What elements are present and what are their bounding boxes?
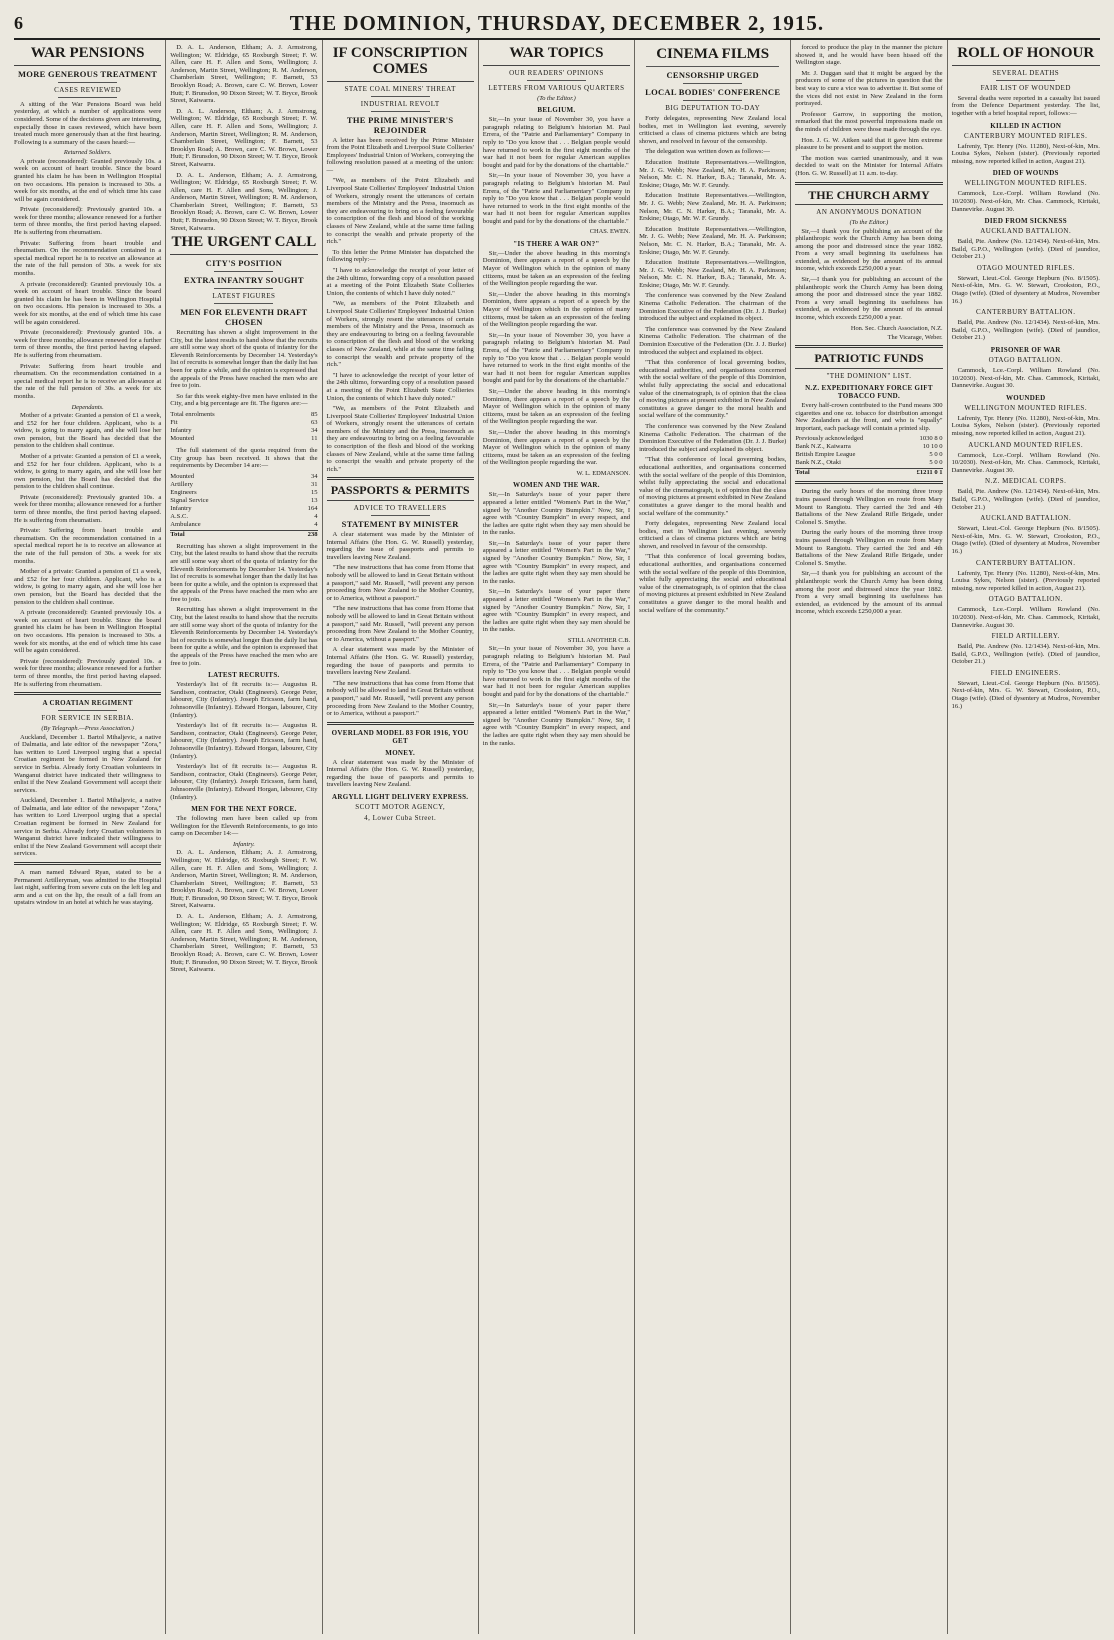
- paragraph: Private: Suffering from heart trouble and rheumatism. On the recommendation contained in a special medical report he is to receive an allowance at the rate of the full pension of 30s. a week for six months.: [14, 362, 162, 400]
- subhead: LATEST RECRUITS.: [208, 671, 280, 680]
- paragraph: Education Institute Representatives.—Wellington, Mr. J. G. Webb; New Zealand, Mr. H. A. Parkinson; Nelson, Mr. C. N. Harker, B.A.; Taranaki, Mr. A. Erskine; Otago, Mr. W. F. Grundy.: [639, 259, 787, 289]
- paragraph: Auckland, December 1. Bartol Mihaljevic, a native of Dalmatia, and late editor of the newspaper "Zora," has written to Lord Liverpool urging that a special Croatian regiment be formed in New Zealand for service in Serbia. Already forty Croatian volunteers in Wanganui district have indicated their willingness to enlist if the New Zealand Government will accept their services.: [14, 797, 162, 858]
- paragraph: Private (reconsidered): Previously granted 10s. a week for three months; allowance renewed for a further term of three months, the first period having elapsed. He is suffering from rheumatism.: [14, 206, 162, 237]
- paragraph: Sir,—In your issue of November 30, you have a paragraph relating to Belgium's historian M. Paul Errera, of the "Patrie and Parliamentary" Company in reply to "Do you know that . . . Belgian people would have returned to work in the first eight months of the war had it not been for regular American supplies bought and paid for by the donations of the charitable.": [482, 116, 631, 169]
- column-war-pensions: [10, 40, 166, 1634]
- unit-heading: WELLINGTON MOUNTED RIFLES.: [964, 403, 1088, 412]
- paragraph: A private (reconsidered): Granted previously 10s. a week on account of heart trouble. Since the board granted his claim he has been in Wellington Hospital on two occasions. His pension is increased to 30s. a week for six months, at the end of which time his case will be again considered.: [14, 609, 162, 655]
- unit-heading: AUCKLAND BATTALION.: [980, 514, 1072, 523]
- paragraph: The delegation was written down as follows:—: [645, 148, 770, 156]
- subhead: BELGIUM.: [537, 106, 576, 115]
- unit-heading: N.Z. MEDICAL CORPS.: [985, 477, 1067, 486]
- casualty-entry: Cammock, Lce.-Corpl. William Rowland (No. 10/2030). Next-of-kin, Mr. Chas. Cammock, Kiritaki, Dannevirke. August 30.: [951, 190, 1100, 213]
- subhead: CENSORSHIP URGED: [666, 70, 759, 80]
- headline-war-topics: WAR TOPICS: [483, 46, 630, 66]
- paragraph: The conference was convened by the New Zealand Kinema Catholic Federation. The chairman of the Dominion Executive of the Federation (Dr. J. J. Burke) introduced the subject and explained its object.: [639, 292, 787, 323]
- paragraph: Education Institute Representatives.—Wellington, Mr. J. G. Webb; New Zealand, Mr. H. A. Parkinson; Nelson, Mr. C. N. Harker, B.A.; Taranaki, Mr. A. Erskine; Otago, Mr. W. F. Grundy.: [639, 192, 787, 223]
- advertisement-heading: MONEY.: [385, 748, 416, 757]
- casualty-entry: Baild, Pte. Andrew (No. 12/1434). Next-of-kin, Mrs. Baild, G.P.O., Wellington (wife). (Died of jaundice, October 21.): [951, 319, 1100, 342]
- unit-heading: CANTERBURY BATTALION.: [975, 558, 1076, 567]
- casualty-entry: Stewart, Lieut.-Col. George Hepburn (No. 8/1505). Next-of-kin, Mrs. G. W. Stewart, Crookston, P.O., Otago (wife). (Died of dysentery at Mudros, November 16.): [951, 679, 1100, 710]
- table-row: Signal Service 13: [170, 496, 318, 504]
- paragraph: "We, as members of the Point Elizabeth and Liverpool State Collieries' Employees' Industrial Union of Workers, strongly resent the utterances of certain members of the Ministry and the Press, insomuch as they are endeavouring to bring on a feeling favourable to conscription of the flesh and blood of the working classes of New Zealand, while at the same time failing to conscript the wealth and private property of the rich.": [326, 177, 474, 246]
- paragraph: Yesterday's list of fit recruits is:— Augustus R. Sandison, contractor, Otaki (Engineers). George Peter, labourer, City (Infantry). Joseph Ericsson, farm hand, Johnsonville (Infantry). Edward Horgan, labourer, City (Infantry).: [170, 722, 318, 760]
- table-row: Mounted 34: [170, 472, 318, 480]
- paragraph: Sir,—Under the above heading in this morning's Dominion, there appears a report of a speech by the Mayor of Wellington which in the opinion of many citizens, must be taken as an expression of the feeling of the Wellington people regarding the war.: [482, 249, 631, 288]
- paragraph: "We, as members of the Point Elizabeth and Liverpool State Collieries' Employees' Industrial Union of Workers, strongly resent the utterances of certain members of the Ministry and the Press, insomuch as they are endeavouring to bring on a feeling favourable to conscription of the flesh and blood of the working classes of New Zealand, while at the same time failing to conscript the wealth and private property of the rich.": [326, 300, 474, 369]
- dateline: (By Telegraph.—Press Association.): [41, 725, 134, 733]
- subhead: EXTRA INFANTRY SOUGHT: [183, 275, 304, 285]
- paragraph: Recruiting has shown a slight improvement in the City, but the latest results to hand show that the recruits are still some way short of the quota of infantry for the Eleventh Reinforcements by December 14. Yesterday's list of recruits is somewhat longer than the daily list has been for quite a while, and the opinion is expressed that the appeals of the Press have reached the men who are free to join.: [170, 329, 318, 390]
- unit-heading: OTAGO MOUNTED RIFLES.: [976, 263, 1075, 272]
- paragraph: "I have to acknowledge the receipt of your letter of the 24th ultimo, forwarding copy of a resolution passed at a meeting of the Point Elizabeth State Collieries Union, the contents of which I have duly noted.": [326, 267, 474, 297]
- paragraph: To this letter the Prime Minister has dispatched the following reply:—: [326, 248, 474, 264]
- headline-roll-of-honour: ROLL OF HONOUR: [952, 46, 1100, 66]
- paragraph: A private (reconsidered): Granted previously 10s. a week on account of heart trouble. Since the board granted his claim he has been in Wellington Hospital on two occasions. His pension is increased to 30s. a week for six months, at the end of which time his case will be again considered.: [14, 280, 162, 326]
- paragraph: Education Institute Representatives.—Wellington, Mr. J. G. Webb; New Zealand, Mr. H. A. Parkinson; Nelson, Mr. C. N. Harker, B.A.; Taranaki, Mr. A. Erskine; Otago, Mr. W. F. Grundy.: [639, 225, 787, 256]
- table-row: Infantry 34: [170, 426, 318, 434]
- paragraph: During the early hours of the morning three troop trains passed through Wellington en route from Mary Mount to Rangiotu. They carried the 3rd and 4th Battalions of the New Zealand Rifle Brigade, under Colonel S. Smythe.: [795, 488, 943, 526]
- paragraph: D. A. L. Anderson, Eltham; A. J. Armstrong, Wellington; W. Eldridge, 65 Roxburgh Street; F. W. Allen, care H. F. Allen and Sons, Wellington; J. Anderson, Martin Street, Wellington; R. M. Anderson, Chamberlain Street, Wellington; F. Barnett, 53 Brooklyn Road; A. Brown, care C. W. Brown, Lower Hutt; F. Brunsdon, 90 Dixon Street; W. T. Bryce, Brook Street, Kaiwarra.: [170, 913, 318, 974]
- table-row: Mounted 11: [170, 434, 318, 442]
- paragraph: Sir,—In Saturday's issue of your paper there appeared a letter entitled "Women's Part in the War," signed by "Another Country Bumpkin." Now, Sir, I agree with "Country Bumpkin" in every respect, and the ladies are quite right when they say men should be in the ranks.: [482, 701, 631, 747]
- paragraph: The conference was convened by the New Zealand Kinema Catholic Federation. The chairman of the Dominion Executive of the Federation (Dr. J. J. Burke) introduced the subject and explained its object.: [639, 325, 787, 356]
- paragraph: Recruiting has shown a slight improvement in the City, but the latest results to hand show that the recruits are still some way short of the quota of infantry for the Eleventh Reinforcements by December 14. Yesterday's list of recruits is somewhat longer than the daily list has been for quite a while, and the opinion is expressed that the appeals of the Press have reached the men who are free to join.: [170, 606, 318, 667]
- paragraph: The conference was convened by the New Zealand Kinema Catholic Federation. The chairman of the Dominion Executive of the Federation (Dr. J. J. Burke) introduced the subject and explained its object.: [639, 422, 787, 453]
- paragraph: Education Institute Representatives.—Wellington, Mr. J. G. Webb; New Zealand, Mr. H. A. Parkinson; Nelson, Mr. C. N. Harker, B.A.; Taranaki, Mr. A. Erskine; Otago, Mr. W. F. Grundy.: [639, 158, 787, 189]
- table-row: A.S.C. 4: [170, 512, 318, 520]
- paragraph: Hon. J. G. W. Aitken said that it gave him extreme pleasure to be present and to support the motion.: [795, 136, 943, 152]
- paragraph: "I have to acknowledge the receipt of your letter of the 24th ultimo, forwarding copy of a resolution passed at a meeting of the Point Elizabeth State Collieries Union, the contents of which I have duly noted.": [326, 371, 474, 402]
- table-row: Bank N.Z., Kaiwarra 10 10 0: [795, 443, 943, 451]
- paragraph: Private (reconsidered): Previously granted 10s. a week for three months; allowance renewed for a further term of three months, the first period having elapsed. He is suffering from rheumatism.: [14, 493, 162, 524]
- subhead: FOR SERVICE IN SERBIA.: [41, 714, 134, 723]
- paragraph: Sir,—Under the above heading in this morning's Dominion, there appears a report of a speech by the Mayor of Wellington which in the opinion of many citizens, must be taken as an expression of the feeling of the Wellington people regarding the war.: [482, 290, 631, 329]
- casualty-entry: Baild, Pte. Andrew (No. 12/1434). Next-of-kin, Mrs. Baild, G.P.O., Wellington (wife). (Died of jaundice, October 21.): [951, 643, 1100, 666]
- paragraph: A sitting of the War Pensions Board was held yesterday, at which a number of applications were considered. Some of the decisions given are interesting, especially those in cases reviewed, which have been treated much more generously than at the first hearing. Following is a summary of the cases heard:—: [14, 100, 162, 146]
- signature: W. L. EDMANSON.: [576, 469, 631, 477]
- casualty-entry: Cammock, Lce.-Corpl. William Rowland (No. 10/2030). Next-of-kin, Mr. Chas. Cammock, Kiritaki, Dannevirke. August 30.: [951, 606, 1100, 629]
- enrolment-table: [170, 411, 317, 443]
- subhead: N.Z. EXPEDITIONARY FORCE GIFT TOBACCO FUND.: [805, 384, 933, 401]
- paragraph: Sir,—Under the above heading in this morning's Dominion, there appears a report of a speech by the Mayor of Wellington which in the opinion of many citizens, must be taken as an expression of the feeling of the Wellington people regarding the war.: [482, 387, 631, 426]
- paragraph: Yesterday's list of fit recruits is:— Augustus R. Sandison, contractor, Otaki (Engineers). George Peter, labourer, City (Infantry). Joseph Ericsson, farm hand, Johnsonville (Infantry). Edward Horgan, labourer, City (Infantry).: [170, 763, 318, 801]
- unit-heading: AUCKLAND BATTALION.: [980, 227, 1072, 236]
- subhead: DIED FROM SICKNESS: [984, 217, 1067, 226]
- subhead: WOMEN AND THE WAR.: [513, 481, 600, 490]
- paragraph: Private: Suffering from heart trouble and rheumatism. On the recommendation contained in a special medical report he is to receive an allowance at the rate of the full pension of 30s. a week for six months.: [14, 239, 162, 278]
- subhead: SEVERAL DEATHS: [992, 68, 1060, 77]
- paragraph: Sir,—Under the above heading in this morning's Dominion, there appears a report of a speech by the Mayor of Wellington which in the opinion of many citizens, must be taken as an expression of the feeling of the Wellington people regarding the war.: [482, 428, 631, 467]
- subhead: CASES REVIEWED: [54, 85, 122, 94]
- casualty-entry: Stewart, Lieut.-Col. George Hepburn (No. 8/1505). Next-of-kin, Mrs. G. W. Stewart, Crookston, P.O., Otago (wife). (Died of dysentery at Mudros, November 16.): [951, 274, 1100, 305]
- subhead: WOUNDED: [1006, 393, 1046, 402]
- subhead: LETTERS FROM VARIOUS QUARTERS: [488, 83, 625, 92]
- section-label: (To the Editor.): [849, 219, 889, 227]
- subhead: STATEMENT BY MINISTER: [341, 519, 459, 530]
- advertisement-heading: OVERLAND MODEL 83 FOR 1916, YOU GET: [331, 728, 469, 745]
- paragraph: The full statement of the quota required from the City group has been received. It shows that the requirements by December 14 are:—: [170, 446, 318, 470]
- casualty-entry: Baild, Pte. Andrew (No. 12/1434). Next-of-kin, Mrs. Baild, G.P.O., Wellington (wife). (Died of jaundice, October 21.): [951, 488, 1100, 511]
- casualty-entry: Cammock, Lce.-Corpl. William Rowland (No. 10/2030). Next-of-kin, Mr. Chas. Cammock, Kiritaki, Dannevirke. August 30.: [951, 367, 1100, 390]
- quota-table: [170, 473, 317, 539]
- casualty-entry: Cammock, Lce.-Corpl. William Rowland (No. 10/2030). Next-of-kin, Mr. Chas. Cammock, Kiritaki, Dannevirke. August 30.: [951, 451, 1100, 474]
- headline-cinema-films: CINEMA FILMS: [656, 46, 770, 62]
- paragraph: Professor Garrow, in supporting the motion, remarked that the most powerful impressions made on the minds of children were those made through the eye.: [795, 110, 943, 133]
- paragraph: Sir,—I thank you for publishing an account of the philanthropic work the Church Army has been doing among the poor and distressed since the year 1882. From a very small beginning its usefulness has extended, as evidenced by the amount of its annual income, which exceeds £250,000 a year.: [795, 570, 943, 616]
- unit-heading: FIELD ARTILLERY.: [991, 632, 1060, 641]
- advertisement-heading: ARGYLL LIGHT DELIVERY EXPRESS.: [331, 793, 469, 802]
- casualty-entry: Lafreniy, Tpr. Henry (No. 11280), Next-of-kin, Mrs. Louisa Sykes, Nelson (sister). (Previously reported missing, now reported killed in action, August 21).: [951, 569, 1100, 592]
- subhead: DIED OF WOUNDS: [992, 169, 1059, 178]
- subhead: "THE DOMINION" LIST.: [826, 372, 912, 381]
- paragraph: D. A. L. Anderson, Eltham; A. J. Armstrong, Wellington; W. Eldridge, 65 Roxburgh Street; F. W. Allen, care H. F. Allen and Sons, Wellington; J. Anderson, Martin Street, Wellington; R. M. Anderson, Chamberlain Street, Wellington; F. Barnett, 53 Brooklyn Road; A. Brown, care C. W. Brown, Lower Hutt; F. Brunsdon, 90 Dixon Street; W. T. Bryce, Brook Street, Kaiwarra.: [170, 44, 318, 105]
- table-row: Previously acknowledged 1030 8 0: [795, 435, 943, 443]
- section-label: Returned Soldiers.: [63, 149, 112, 157]
- subhead: CITY'S POSITION: [205, 258, 283, 268]
- paragraph: "That this conference of local governing bodies, educational authorities, and organisations concerned with the social welfare of the people of this Dominion, whilst fully appreciating the social and educational value of the cinematograph, is of opinion that the class of moving pictures at present exhibited in New Zealand constitutes a grave danger to the moral health and social welfare of the community.": [639, 553, 787, 614]
- headline-croatian-regiment: A CROATIAN REGIMENT: [42, 699, 133, 708]
- unit-heading: FIELD ENGINEERS.: [990, 668, 1061, 677]
- paragraph: A letter has been received by the Prime Minister from the Point Elizabeth and Liverpool State Collieries' Employees' Industrial Union of Workers, conveying the following resolution passed at a meeting of the union:—: [326, 136, 474, 174]
- page-number: 6: [14, 12, 23, 33]
- paragraph: "The new instructions that has come from Home that nobody will be allowed to land in Great Britain without a passport," said Mr. Russell, "will prevent any person proceeding from New Zealand to the Mother Country, or to America, without a passport.": [326, 679, 474, 718]
- subhead: "IS THERE A WAR ON?": [513, 239, 600, 248]
- subhead: FAIR LIST OF WOUNDED: [980, 83, 1071, 92]
- donation-table: [795, 435, 942, 477]
- advertiser-name: SCOTT MOTOR AGENCY,: [355, 803, 446, 812]
- paragraph: Mr. J. Duggan said that it might be argued by the producers of some of the pictures in question that the best way to cure a vice was to advertise it. But some of the vices did not exist in New Zealand in the form portrayed.: [795, 69, 943, 108]
- subhead: AN ANONYMOUS DONATION: [816, 208, 922, 217]
- paragraph: A man named Edward Ryan, stated to be a Permanent Artilleryman, was admitted to the Hospital last night, suffering from severe cuts on the left leg and arm and a cut on the lip, the result of a fall from an upstairs window in an hotel at which he was staying.: [14, 869, 162, 907]
- subhead: PRISONER OF WAR: [990, 346, 1061, 355]
- paragraph: D. A. L. Anderson, Eltham; A. J. Armstrong, Wellington; W. Eldridge, 65 Roxburgh Street; F. W. Allen, care H. F. Allen and Sons, Wellington; J. Anderson, Martin Street, Wellington; R. M. Anderson, Chamberlain Street, Wellington; F. Barnett, 53 Brooklyn Road; A. Brown, care C. W. Brown, Lower Hutt; F. Brunsdon, 90 Dixon Street; W. T. Bryce, Brook Street, Kaiwarra.: [170, 107, 318, 168]
- table-total-row: Total £1211 0 1: [795, 469, 943, 477]
- paragraph: Recruiting has shown a slight improvement in the City, but the latest results to hand show that the recruits are still some way short of the quota of infantry for the Eleventh Reinforcements by December 14. Yesterday's list of recruits is somewhat longer than the daily list has been for quite a while, and the opinion is expressed that the appeals of the Press have reached the men who are free to join.: [170, 542, 318, 603]
- unit-heading: AUCKLAND MOUNTED RIFLES.: [968, 440, 1084, 449]
- casualty-entry: Lafreniy, Tpr. Henry (No. 11280), Next-of-kin, Mrs. Louisa Sykes, Nelson (sister). (Previously reported missing, now reported killed in action, August 21).: [951, 142, 1100, 165]
- subhead: MEN FOR ELEVENTH DRAFT CHOSEN: [180, 307, 308, 327]
- table-row: Bank N.Z., Otaki 5 0 0: [795, 459, 943, 467]
- paragraph: Sir,—In your issue of November 30, you have a paragraph relating to Belgium's historian M. Paul Errera, of the "Patrie and Parliamentary" Company in reply to "Do you know that . . . Belgian people would have returned to work in the first eight months of the war had it not been for regular American supplies bought and paid for by the donations of the charitable.": [482, 172, 631, 225]
- column-war-topics: [479, 40, 635, 1634]
- paragraph: Private (reconsidered): Previously granted 10s. a week for three months; allowance renewed for a further term of three months, the first period having elapsed. He is suffering from rheumatism.: [14, 329, 162, 359]
- subhead: MORE GENEROUS TREATMENT: [17, 68, 158, 79]
- paragraph: Sir,—In Saturday's issue of your paper there appeared a letter entitled "Women's Part in the War," signed by "Another Country Bumpkin." Now, Sir, I agree with "Country Bumpkin" in every respect, and the ladies are quite right when they say men should be in the ranks.: [482, 539, 631, 585]
- table-row: British Empire League 5 0 0: [795, 451, 943, 459]
- column-church-army-patriotic: [791, 40, 947, 1634]
- section-label: (To the Editor.): [537, 94, 576, 102]
- paragraph: Yesterday's list of fit recruits is:— Augustus R. Sandison, contractor, Otaki (Engineers). George Peter, labourer, City (Infantry). Joseph Ericsson, farm hand, Johnsonville (Infantry). Edward Horgan, labourer, City (Infantry).: [170, 681, 318, 719]
- column-roll-of-honour: [948, 40, 1104, 1634]
- column-cinema-films: [635, 40, 791, 1634]
- paragraph: Sir,—I thank you for publishing an account of the philanthropic work the Church Army has been doing among the poor and distressed since the year 1882. From a very small beginning its usefulness has extended, as evidenced by the amount of its annual income, which exceeds £250,000 a year.: [795, 276, 943, 322]
- unit-heading: CANTERBURY MOUNTED RIFLES.: [964, 131, 1088, 140]
- signature: The Vicarage, Weber.: [887, 334, 943, 342]
- paragraph: "We, as members of the Point Elizabeth and Liverpool State Collieries' Employees' Industrial Union of Workers, strongly resent the utterances of certain members of the Ministry and the Press, insomuch as they are endeavouring to bring on a feeling favourable to conscription of the flesh and blood of the working classes of New Zealand, while at the same time failing to conscript the wealth and private property of the rich.": [326, 405, 474, 473]
- casualty-entry: Stewart, Lieut.-Col. George Hepburn (No. 8/1505). Next-of-kin, Mrs. G. W. Stewart, Crookston, P.O., Otago (wife). (Died of dysentery at Mudros, November 16.): [951, 525, 1100, 555]
- paragraph: Mother of a private: Granted a pension of £1 a week, and £52 for her four children. Applicant, who is a widow, is going to marry again, and she will lose her own pension, but the Board has decided that the pension to the children shall continue.: [14, 411, 162, 450]
- paragraph: "The new instructions that has come from Home that nobody will be allowed to land in Great Britain without a passport," said Mr. Russell, "will prevent any person proceeding from New Zealand to the Mother Country, or to America, without a passport.": [326, 564, 474, 602]
- signature: CHAS. EWEN.: [589, 228, 631, 236]
- headline-urgent-call: THE URGENT CALL: [170, 235, 317, 255]
- paragraph: A clear statement was made by the Minister of Internal Affairs (the Hon. G. W. Russell) yesterday, regarding the issue of passports and permits to travellers leaving New Zealand.: [326, 758, 474, 789]
- advertiser-address: 4, Lower Cuba Street.: [364, 814, 437, 823]
- subhead: OUR READERS' OPINIONS: [509, 68, 604, 77]
- paragraph: D. A. L. Anderson, Eltham; A. J. Armstrong, Wellington; W. Eldridge, 65 Roxburgh Street; F. W. Allen, care H. F. Allen and Sons, Wellington; J. Anderson, Martin Street, Wellington; R. M. Anderson, Chamberlain Street, Wellington; F. Barnett, 53 Brooklyn Road; A. Brown, care C. W. Brown, Lower Hutt; F. Brunsdon, 90 Dixon Street; W. T. Bryce, Brook Street, Kaiwarra.: [170, 849, 318, 910]
- paragraph: Forty delegates, representing New Zealand local bodies, met in Wellington last evening, severely criticised a class of cinema pictures which are being shown, and resolved in favour of the censorship.: [639, 115, 787, 145]
- table-row: Fit 63: [170, 418, 318, 426]
- paragraph: Private: Suffering from heart trouble and rheumatism. On the recommendation contained in a special medical report he is to receive an allowance at the rate of the full pension of 30s. a week for six months.: [14, 527, 162, 565]
- paragraph: Auckland, December 1. Bartol Mihaljevic, a native of Dalmatia, and late editor of the newspaper "Zora," has written to Lord Liverpool urging that a special Croatian regiment be formed in New Zealand for service in Serbia. Already forty Croatian volunteers in Wanganui district have indicated their willingness to enlist if the New Zealand Government will accept their services.: [14, 733, 162, 794]
- paragraph: Sir,—In Saturday's issue of your paper there appeared a letter entitled "Women's Part in the War," signed by "Another Country Bumpkin." Now, Sir, I agree with "Country Bumpkin" in every respect, and the ladies are quite right when they say men should be in the ranks.: [482, 588, 631, 634]
- paragraph: "That this conference of local governing bodies, educational authorities, and organisations concerned with the social welfare of the people of this Dominion, whilst fully appreciating the social and educational value of the cinematograph, is of opinion that the class of moving pictures at present exhibited in New Zealand constitutes a grave danger to the moral health and social welfare of the community.": [639, 456, 787, 517]
- paragraph: During the early hours of the morning three troop trains passed through Wellington en route from Mary Mount to Rangiotu. They carried the 3rd and 4th Battalions of the New Zealand Rifle Brigade, under Colonel S. Smythe.: [795, 529, 943, 567]
- paragraph: A clear statement was made by the Minister of Internal Affairs (the Hon. G. W. Russell) yesterday, regarding the issue of passports and permits to travellers leaving New Zealand.: [326, 646, 474, 677]
- paragraph: The following men have been called up from Wellington for the Eleventh Reinforcements, to go into camp on December 14:—: [170, 815, 318, 838]
- column-conscription: [323, 40, 479, 1634]
- paragraph: So far this week eighty-five men have enlisted in the City, and a big percentage are fit. The figures are:—: [170, 392, 318, 408]
- paragraph: Every half-crown contributed to the Fund means 300 cigarettes and one oz. tobacco for distribution amongst New Zealanders at the front, and who is "equally" important, each package will contain a printed slip.: [795, 402, 943, 432]
- table-row: Ambulance 4: [170, 520, 318, 528]
- signature: STILL ANOTHER C.B.: [567, 637, 631, 644]
- table-row: Artillery 31: [170, 480, 318, 488]
- subhead: BIG DEPUTATION TO-DAY: [665, 104, 761, 112]
- paragraph: The motion was carried unanimously, and it was decided to wait on the Minister for Internal Affairs (Hon. G. W. Russell) at 11 a.m. to-day.: [795, 154, 943, 177]
- table-row: Total enrolments 85: [170, 410, 318, 418]
- section-label: Dependants.: [71, 403, 104, 411]
- unit-heading: CANTERBURY BATTALION.: [975, 308, 1076, 317]
- paragraph: Sir,—In your issue of November 30, you have a paragraph relating to Belgium's historian M. Paul Errera, of the "Patrie and Parliamentary" Company in reply to "Do you know that . . . Belgian people would have returned to work in the first eight months of the war had it not been for regular American supplies bought and paid for by the donations of the charitable.": [482, 331, 631, 385]
- unit-heading: OTAGO BATTALION.: [988, 356, 1063, 365]
- subhead: LOCAL BODIES' CONFERENCE: [645, 87, 781, 97]
- headline-church-army: THE CHURCH ARMY: [795, 189, 942, 206]
- unit-heading: OTAGO BATTALION.: [988, 595, 1063, 604]
- subhead: LATEST FIGURES: [212, 292, 276, 300]
- paragraph: Private (reconsidered): Previously granted 10s. a week for three months; allowance renewed for a further term of three months, the first period having elapsed. He is suffering from rheumatism.: [14, 657, 162, 688]
- subhead: THE PRIME MINISTER'S REJOINDER: [346, 114, 454, 135]
- subhead: STATE COAL MINERS' THREAT: [344, 84, 456, 93]
- table-row: Infantry 164: [170, 504, 318, 512]
- unit-heading: WELLINGTON MOUNTED RIFLES.: [964, 179, 1088, 188]
- paragraph: A clear statement was made by the Minister of Internal Affairs (the Hon. G. W. Russell) yesterday, regarding the issue of passports and permits to travellers leaving New Zealand.: [326, 531, 474, 561]
- subhead: ADVICE TO TRAVELLERS: [353, 504, 447, 513]
- headline-war-pensions: WAR PENSIONS: [14, 46, 161, 66]
- signature: Hon. Sec. Church Association, N.Z.: [850, 324, 943, 332]
- paragraph: Mother of a private: Granted a pension of £1 a week, and £52 for her four children. Applicant, who is a widow, is going to marry again, and she will lose her own pension, but the Board has decided that the pension to the children shall continue.: [14, 568, 162, 606]
- column-urgent-call: [166, 40, 322, 1634]
- table-row: Engineers 15: [170, 488, 318, 496]
- casualty-entry: Lafreniy, Tpr. Henry (No. 11280), Next-of-kin, Mrs. Louisa Sykes, Nelson (sister). (Previously reported missing, now reported killed in action, August 21).: [951, 414, 1100, 437]
- paragraph: D. A. L. Anderson, Eltham; A. J. Armstrong, Wellington; W. Eldridge, 65 Roxburgh Street; F. W. Allen, care H. F. Allen and Sons, Wellington; J. Anderson, Martin Street, Wellington; R. M. Anderson, Chamberlain Street, Wellington; F. Barnett, 53 Brooklyn Road; A. Brown, care C. W. Brown, Lower Hutt; F. Brunsdon, 90 Dixon Street; W. T. Bryce, Brook Street, Kaiwarra.: [170, 171, 318, 232]
- casualty-entry: Baild, Pte. Andrew (No. 12/1434). Next-of-kin, Mrs. Baild, G.P.O., Wellington (wife). (Died of jaundice, October 21.): [951, 238, 1100, 261]
- subhead: KILLED IN ACTION: [990, 121, 1062, 130]
- paragraph: "The new instructions that has come from Home that nobody will be allowed to land in Great Britain without a passport," said Mr. Russell, "will prevent any person proceeding from New Zealand to the Mother Country, or to America, without a passport.": [326, 605, 474, 643]
- paragraph: A private (reconsidered): Granted previously 10s. a week on account of heart trouble. Since the board granted his claim he has been in Wellington Hospital on two occasions. His pension is increased to 30s. a week for six months, at the end of which time his case will be again considered.: [14, 157, 162, 203]
- headline-conscription: IF CONSCRIPTION COMES: [327, 46, 474, 82]
- headline-patriotic-funds: PATRIOTIC FUNDS: [795, 352, 942, 369]
- columns: [10, 40, 1104, 1634]
- paragraph: Sir,—I thank you for publishing an account of the philanthropic work the Church Army has been doing among the poor and distressed since the year 1882. From a very small beginning its usefulness has extended, as evidenced by the amount of its annual income, which exceeds £250,000 a year.: [795, 227, 943, 273]
- section-label: Infantry.: [232, 840, 255, 848]
- newspaper-title: THE DOMINION, THURSDAY, DECEMBER 2, 1915.: [289, 10, 825, 35]
- paragraph: forced to produce the play in the manner the picture showed it, and he would have been hissed off the Wellington stage.: [795, 44, 943, 67]
- subhead: MEN FOR THE NEXT FORCE.: [191, 805, 297, 814]
- paragraph: "That this conference of local governing bodies, educational authorities, and organisations concerned with the social welfare of the people of this Dominion, whilst fully appreciating the social and educational value of the cinematograph, is of opinion that the class of moving pictures at present exhibited in New Zealand constitutes a grave danger to the moral health and social welfare of the community.": [639, 359, 787, 420]
- paragraph: Mother of a private: Granted a pension of £1 a week, and £52 for her four children. Applicant, who is a widow, is going to marry again, and she will lose her own pension, but the Board has decided that the pension to the children shall continue.: [14, 452, 162, 491]
- table-total-row: Total 238: [170, 530, 318, 538]
- headline-passports: PASSPORTS & PERMITS: [327, 484, 474, 501]
- subhead: INDUSTRIAL REVOLT: [360, 99, 440, 108]
- paragraph: Several deaths were reported in a casualty list issued from the Defence Department yesterday. The list, together with a brief hospital report, follows:—: [951, 94, 1100, 117]
- paragraph: Sir,—In your issue of November 30, you have a paragraph relating to Belgium's historian M. Paul Errera, of the "Patrie and Parliamentary" Company in reply to "Do you know that . . . Belgian people would have returned to work in the first eight months of the war had it not been for regular American supplies bought and paid for by the donations of the charitable.": [482, 645, 631, 698]
- paragraph: Sir,—In Saturday's issue of your paper there appeared a letter entitled "Women's Part in the War," signed by "Another Country Bumpkin." Now, Sir, I agree with "Country Bumpkin" in every respect, and the ladies are quite right when they say men should be in the ranks.: [482, 491, 631, 537]
- paragraph: Forty delegates, representing New Zealand local bodies, met in Wellington last evening, severely criticised a class of cinema pictures which are being shown, and resolved in favour of the censorship.: [639, 520, 787, 550]
- masthead: [14, 8, 1100, 40]
